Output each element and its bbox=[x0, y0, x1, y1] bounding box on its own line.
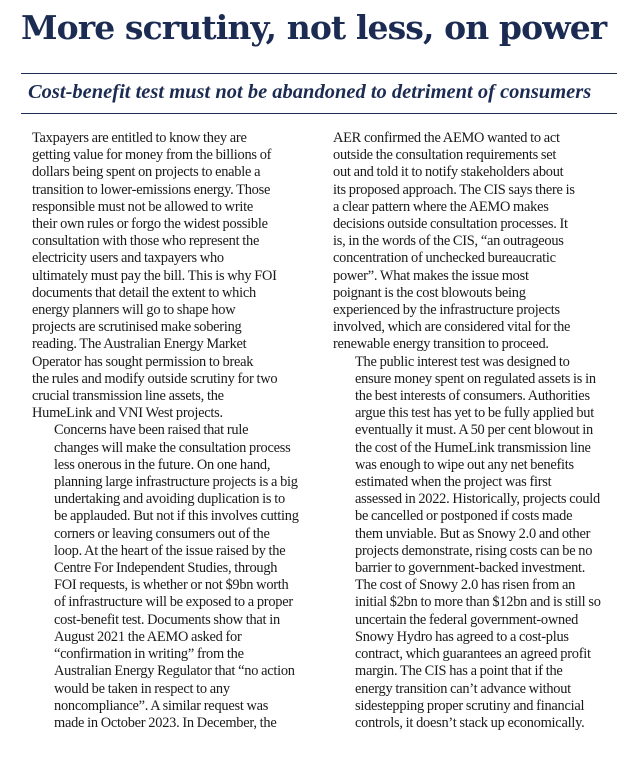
text-line: changes will make the consultation process bbox=[54, 439, 291, 456]
text-line: contract, which guarantees an agreed profit bbox=[355, 646, 591, 663]
text-line: controls, it doesn’t stack up economically. bbox=[355, 714, 585, 731]
text-line: barrier to government-backed investment. bbox=[355, 560, 586, 577]
text-line: The public interest test was designed to bbox=[355, 353, 570, 370]
text-line: consultation with those who represent the bbox=[32, 233, 260, 250]
article-column-left bbox=[32, 130, 312, 732]
text-line: Operator has sought permission to break bbox=[32, 353, 254, 370]
text-line: outside the consultation requirements set bbox=[333, 147, 557, 164]
text-line: its proposed approach. The CIS says there is bbox=[333, 181, 575, 198]
text-line: ultimately must pay the bill. This is why FOI bbox=[32, 267, 277, 284]
headline: More scrutiny, not less, on power bbox=[21, 8, 607, 47]
paragraph bbox=[333, 130, 616, 354]
text-line: the cost of the HumeLink transmission line bbox=[355, 439, 591, 456]
text-line: the best interests of consumers. Authorities bbox=[355, 388, 590, 405]
text-line: their own rules or forgo the widest possible bbox=[32, 216, 268, 233]
paragraph bbox=[333, 354, 616, 732]
text-line: projects are scrutinised make sobering bbox=[32, 319, 242, 336]
text-line: Centre For Independent Studies, through bbox=[54, 560, 278, 577]
text-line: Concerns have been raised that rule bbox=[54, 422, 249, 439]
text-line: Taxpayers are entitled to know they are bbox=[32, 130, 247, 146]
text-line: Australian Energy Regulator that “no action bbox=[54, 663, 295, 680]
text-line: transition to lower-emissions energy. Those bbox=[32, 181, 271, 198]
text-line: power”. What makes the issue most bbox=[333, 267, 529, 284]
text-line: “confirmation in writing” from the bbox=[54, 646, 244, 663]
text-line: sidestepping proper scrutiny and financial bbox=[355, 697, 585, 714]
text-line: eventually it must. A 50 per cent blowout in bbox=[355, 422, 594, 439]
text-line: reading. The Australian Energy Market bbox=[32, 336, 247, 353]
text-line: Snowy Hydro has agreed to a cost-plus bbox=[355, 628, 569, 645]
text-line: ensure money spent on regulated assets is in bbox=[355, 370, 596, 387]
text-line: be cancelled or postponed if costs made bbox=[355, 508, 573, 525]
text-line: documents that detail the extent to which bbox=[32, 284, 256, 301]
text-line: energy planners will go to shape how bbox=[32, 302, 236, 319]
text-line: loop. At the heart of the issue raised by the bbox=[54, 542, 286, 559]
text-line: dollars being spent on projects to enable a bbox=[32, 164, 261, 181]
text-line: would be taken in respect to any bbox=[54, 680, 230, 697]
text-line: less onerous in the future. On one hand, bbox=[54, 456, 271, 473]
text-line: uncertain the federal government-owned bbox=[355, 611, 579, 628]
text-line: undertaking and avoiding duplication is to bbox=[54, 491, 285, 508]
text-line: argue this test has yet to be fully applied but bbox=[355, 405, 594, 422]
text-line: crucial transmission line assets, the bbox=[32, 388, 224, 405]
text-line: FOI requests, is whether or not $9bn worth bbox=[54, 577, 289, 594]
text-line: corners or leaving consumers out of the bbox=[54, 525, 270, 542]
text-line: projects demonstrate, rising costs can be no bbox=[355, 542, 593, 559]
text-line: involved, which are considered vital for the bbox=[333, 319, 571, 336]
text-line: getting value for money from the billions of bbox=[32, 147, 272, 164]
text-line: is, in the words of the CIS, “an outrageous bbox=[333, 233, 564, 250]
text-line: experienced by the infrastructure projects bbox=[333, 302, 560, 319]
text-line: noncompliance”. A similar request was bbox=[54, 697, 269, 714]
text-line: HumeLink and VNI West projects. bbox=[32, 405, 223, 422]
text-line: margin. The CIS has a point that if the bbox=[355, 663, 563, 680]
text-line: estimated when the project was first bbox=[355, 474, 552, 491]
text-line: them unviable. But as Snowy 2.0 and other bbox=[355, 525, 591, 542]
text-line: decisions outside consultation processes. It bbox=[333, 216, 568, 233]
text-line: planning large infrastructure projects is a big bbox=[54, 474, 298, 491]
subheadline-bottom-rule bbox=[21, 113, 617, 114]
text-line: initial $2bn to more than $12bn and is still so bbox=[355, 594, 601, 611]
text-line: renewable energy transition to proceed. bbox=[333, 336, 549, 353]
text-line: made in October 2023. In December, the bbox=[54, 714, 277, 731]
paragraph bbox=[32, 422, 312, 732]
subheadline-top-rule bbox=[21, 73, 617, 74]
text-line: energy transition can’t advance without bbox=[355, 680, 571, 697]
text-line: a clear pattern where the AEMO makes bbox=[333, 198, 549, 215]
text-line: out and told it to notify stakeholders about bbox=[333, 164, 564, 181]
text-line: be applauded. But not if this involves cutting bbox=[54, 508, 299, 525]
article-column-right bbox=[333, 130, 616, 732]
text-line: the rules and modify outside scrutiny for two bbox=[32, 370, 278, 387]
text-line: responsible must not be allowed to write bbox=[32, 198, 254, 215]
text-line: electricity users and taxpayers who bbox=[32, 250, 224, 267]
paragraph bbox=[32, 130, 312, 422]
text-line: was enough to wipe out any net benefits bbox=[355, 456, 574, 473]
text-line: AER confirmed the AEMO wanted to act bbox=[333, 130, 560, 146]
text-line: The cost of Snowy 2.0 has risen from an bbox=[355, 577, 576, 594]
text-line: of infrastructure will be exposed to a proper bbox=[54, 594, 293, 611]
text-line: assessed in 2022. Historically, projects could bbox=[355, 491, 600, 508]
subheadline: Cost-benefit test must not be abandoned to detriment of consumers bbox=[28, 81, 592, 103]
text-line: cost-benefit test. Documents show that in bbox=[54, 611, 280, 628]
text-line: concentration of unchecked bureaucratic bbox=[333, 250, 556, 267]
text-line: August 2021 the AEMO asked for bbox=[54, 628, 242, 645]
text-line: poignant is the cost blowouts being bbox=[333, 284, 526, 301]
